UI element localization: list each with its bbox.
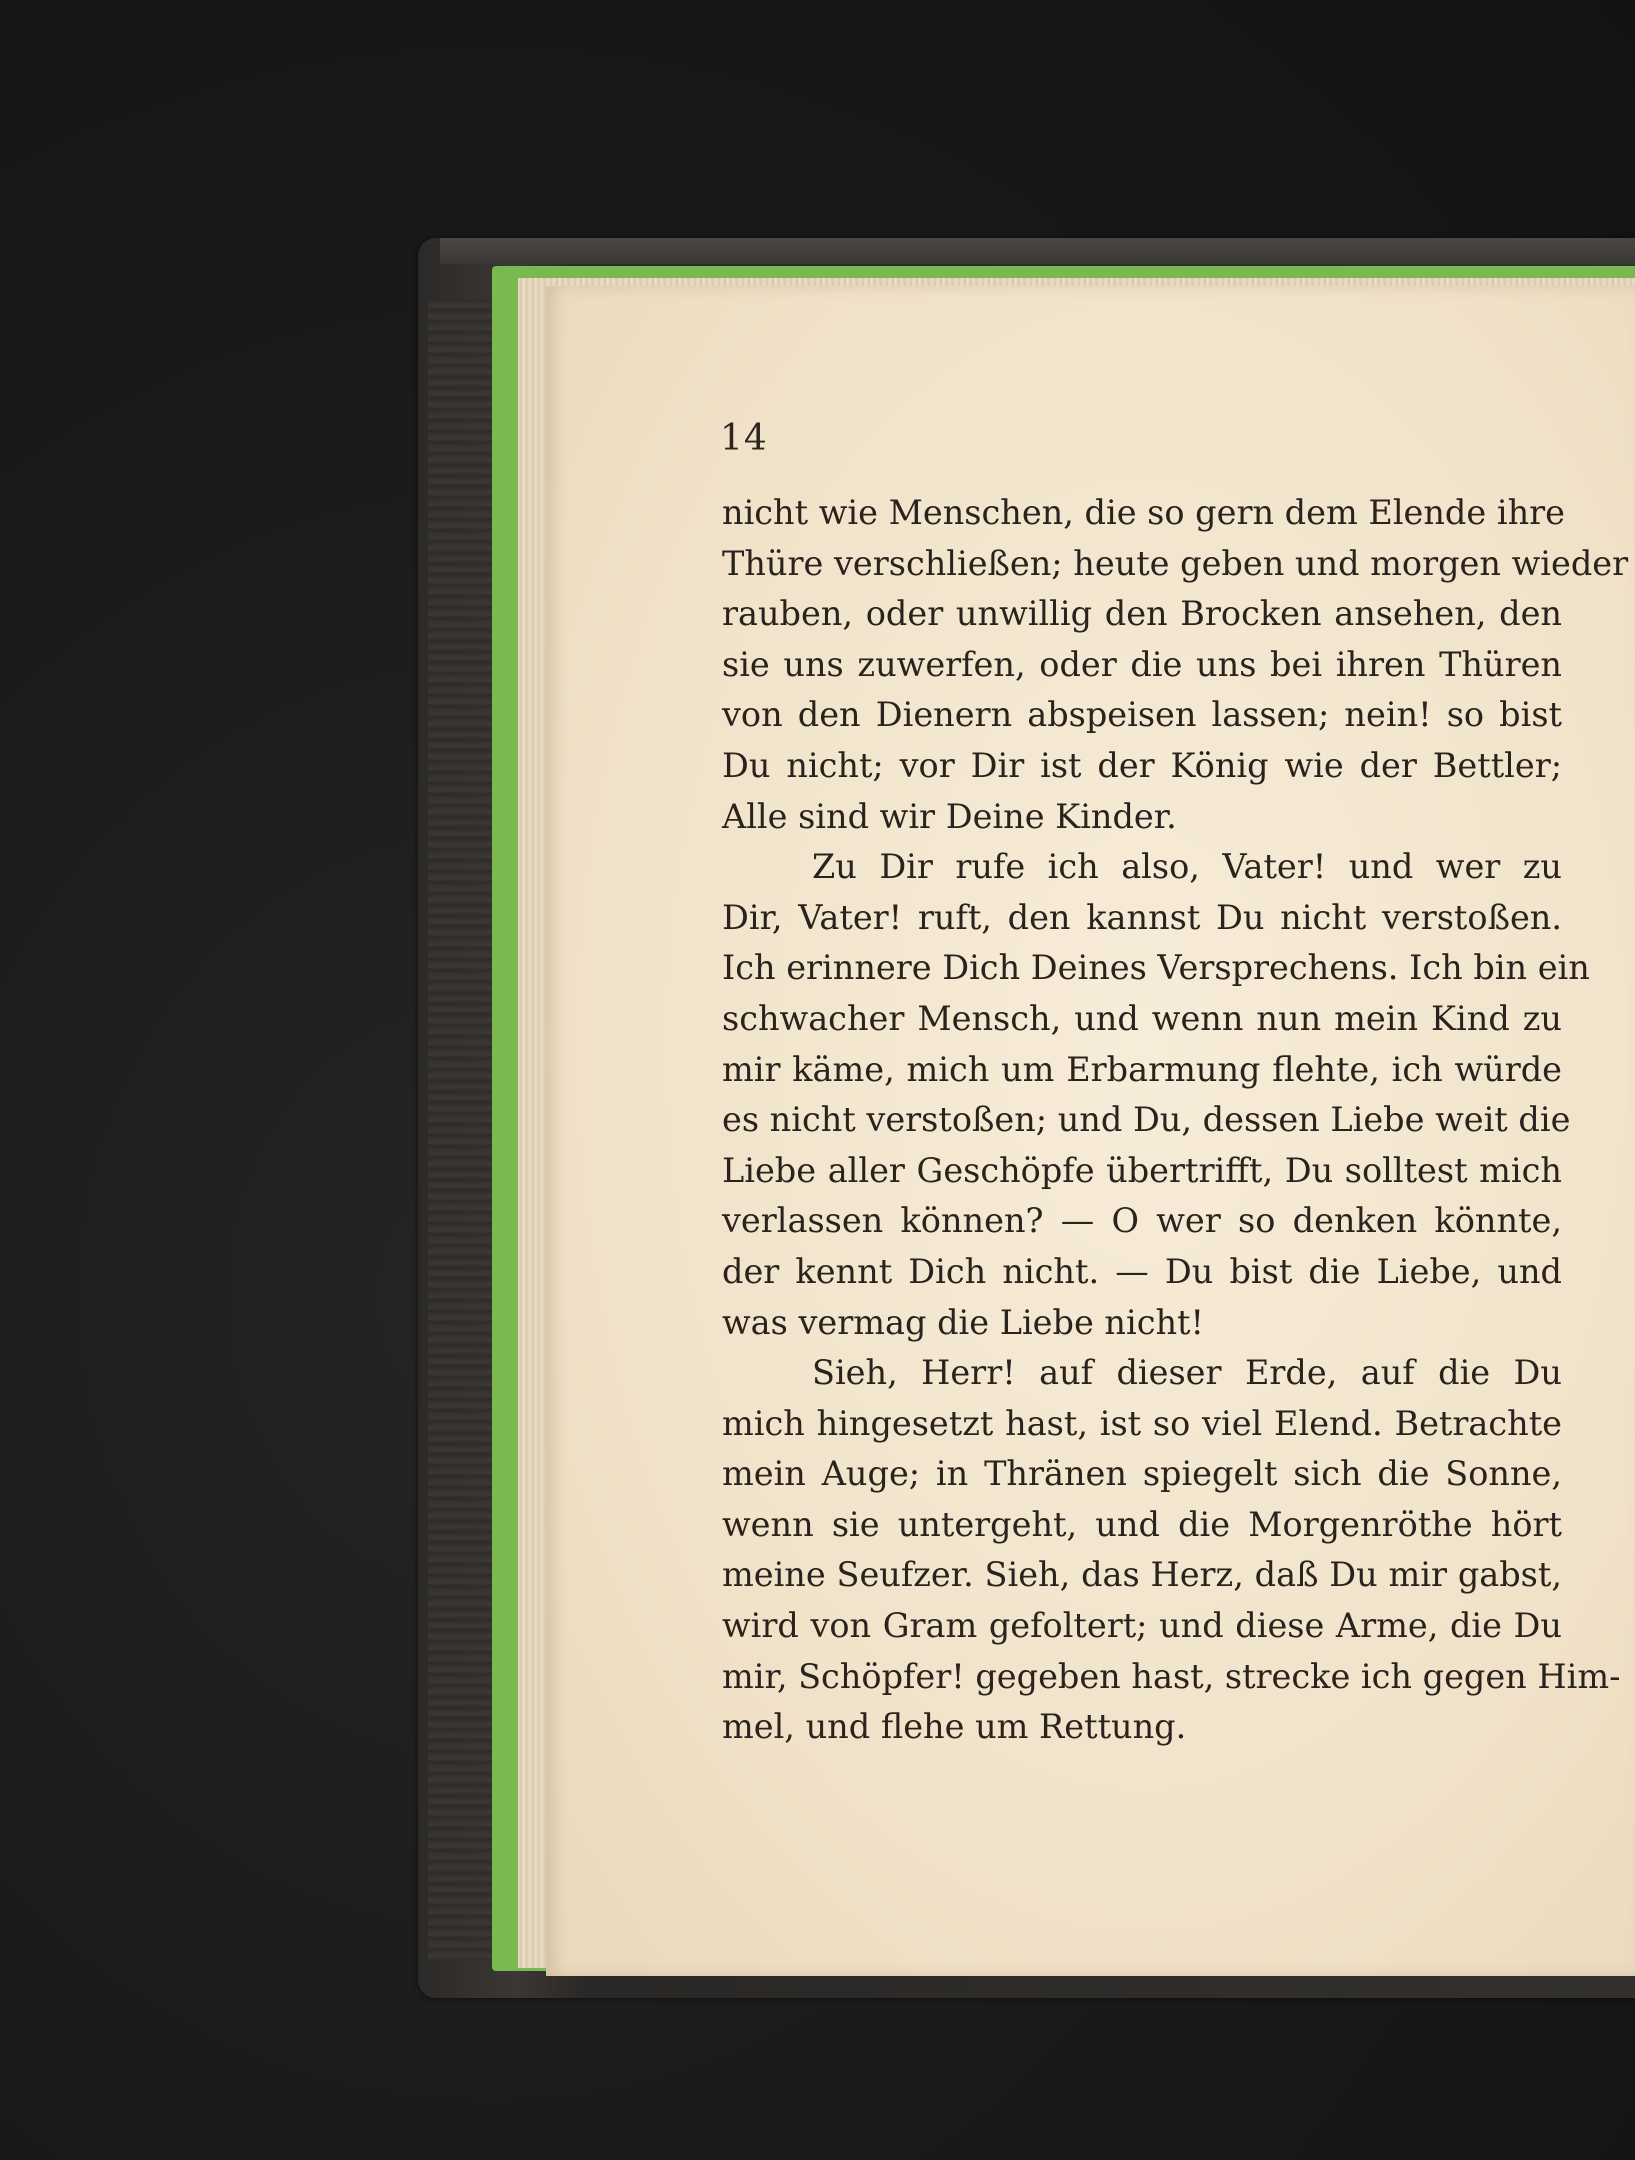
text-line: von den Dienern abspeisen lassen; nein! so bist <box>722 695 1562 735</box>
text-line: Thüre verschließen; heute geben und morgen wieder <box>722 543 1629 583</box>
text-line: nicht wie Menschen, die so gern dem Elende ihre <box>722 493 1565 532</box>
text-line: schwacher Mensch, und wenn nun mein Kind zu <box>722 998 1562 1038</box>
text-line: Dir, Vater! ruft, den kannst Du nicht verstoßen. <box>722 897 1562 937</box>
text-line: mir käme, mich um Erbarmung flehte, ich würde <box>722 1049 1562 1089</box>
text-line: verlassen können? — O wer so denken könnte, <box>722 1201 1562 1241</box>
text-line: rauben, oder unwillig den Brocken ansehen, den <box>722 594 1562 634</box>
book-spine <box>428 300 492 1960</box>
text-line: was vermag die Liebe nicht! <box>722 1302 1204 1342</box>
body-text <box>722 488 1629 1753</box>
text-line: Alle sind wir Deine Kinder. <box>722 796 1177 836</box>
text-line: Du nicht; vor Dir ist der König wie der Bettler; <box>722 745 1562 785</box>
text-line: wird von Gram gefoltert; und diese Arme, die Du <box>722 1606 1562 1646</box>
text-line: meine Seufzer. Sieh, das Herz, daß Du mir gabst, <box>722 1555 1562 1595</box>
text-line: mir, Schöpfer! gegeben hast, strecke ich gegen Him- <box>722 1656 1621 1696</box>
text-line: es nicht verstoßen; und Du, dessen Liebe weit die <box>722 1100 1571 1140</box>
paragraph-3 <box>722 1348 1621 1753</box>
paragraph-2 <box>722 842 1590 1348</box>
book-cover-top-edge <box>440 238 1635 264</box>
paragraph-1 <box>722 488 1629 842</box>
text-line: Ich erinnere Dich Deines Versprechens. Ich bin ein <box>722 948 1590 988</box>
text-line: mich hingesetzt hast, ist so viel Elend. Betrachte <box>722 1403 1562 1443</box>
text-line: der kennt Dich nicht. — Du bist die Liebe, und <box>722 1251 1562 1291</box>
text-line: wenn sie untergeht, und die Morgenröthe hört <box>722 1504 1562 1544</box>
text-line: mel, und flehe um Rettung. <box>722 1707 1187 1747</box>
text-line: Sieh, Herr! auf dieser Erde, auf die Du <box>812 1353 1562 1393</box>
text-line: Zu Dir rufe ich also, Vater! und wer zu <box>812 847 1562 887</box>
page-number: 14 <box>720 418 768 459</box>
text-line: sie uns zuwerfen, oder die uns bei ihren Thüren <box>722 644 1562 684</box>
text-line: Liebe aller Geschöpfe übertrifft, Du solltest mich <box>722 1150 1562 1190</box>
text-line: mein Auge; in Thränen spiegelt sich die Sonne, <box>722 1454 1562 1494</box>
